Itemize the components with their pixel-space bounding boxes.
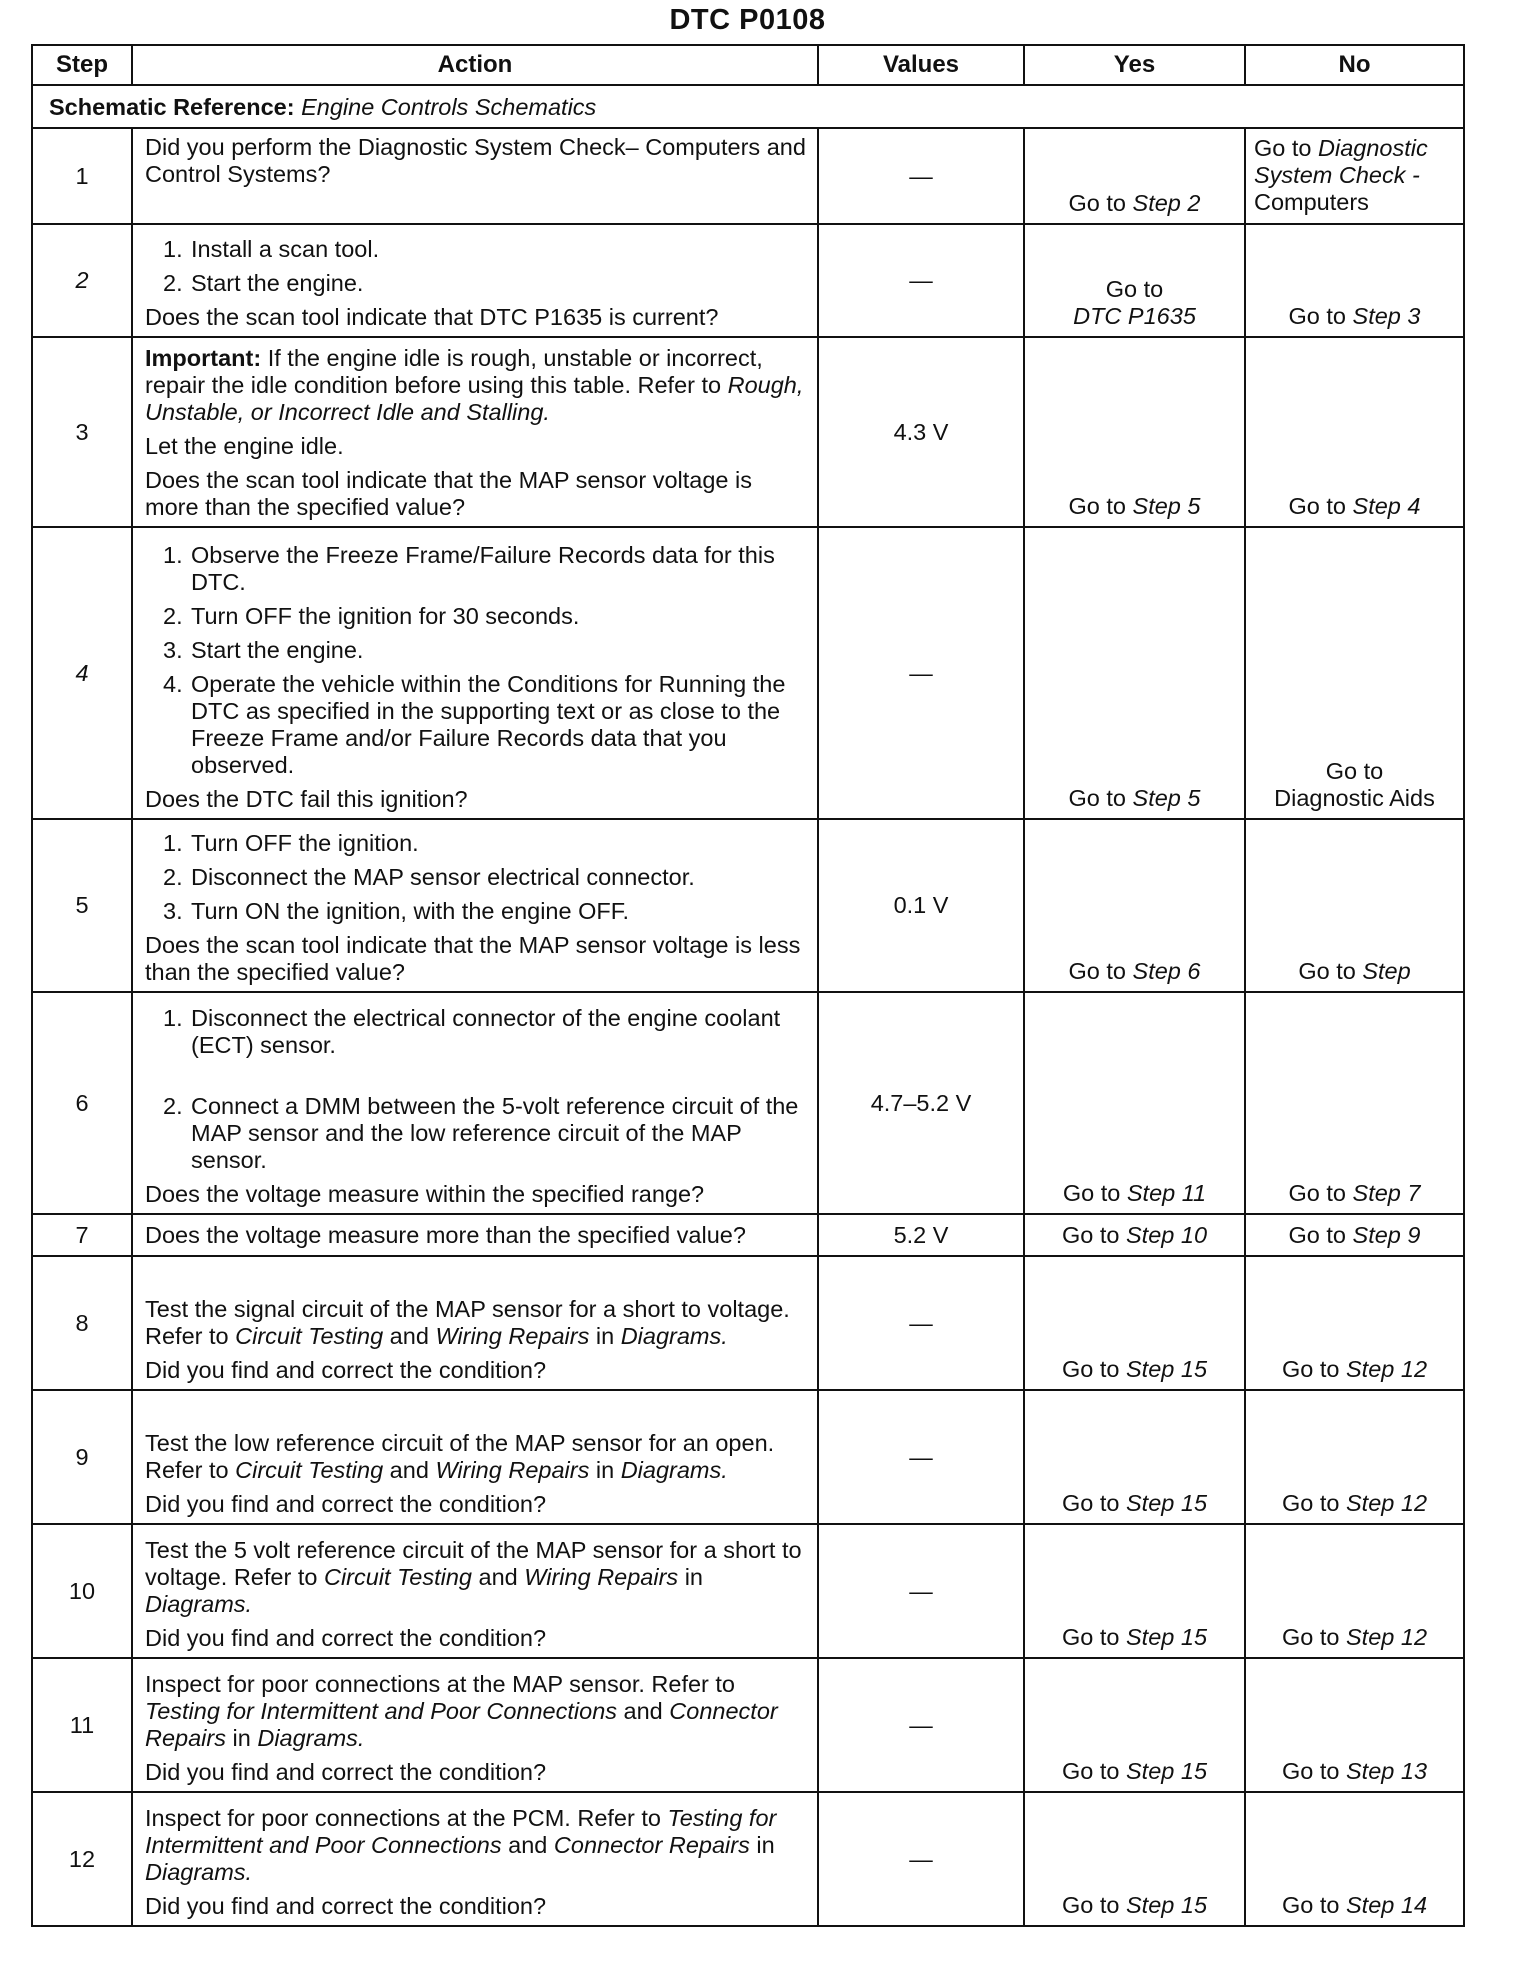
list-item: 4. Operate the vehicle within the Conditions for Running the DTC as specified in the supporting text or as close to the Freeze Frame and/or Failure Records data that you observed.: [163, 671, 809, 779]
value-cell: 4.7–5.2 V: [818, 992, 1024, 1214]
action-ref: Diagrams.: [145, 1858, 253, 1885]
yes-target: Step 15: [1126, 1490, 1208, 1516]
yes-cell: [1024, 337, 1245, 527]
step-number: 11: [32, 1658, 132, 1792]
value-cell: —: [818, 1390, 1024, 1524]
diagnostic-table: [31, 44, 1465, 1927]
no-target: Diagnostic System Check -: [1254, 135, 1428, 189]
action-part: in: [678, 1563, 703, 1590]
action-cell: [132, 1390, 818, 1524]
question-text: Did you find and correct the condition?: [145, 1625, 547, 1651]
action-ref: Connector Repairs: [553, 1831, 750, 1858]
step-number-text: 2: [75, 267, 89, 293]
header-action: Action: [132, 45, 818, 85]
question-text: Did you find and correct the condition?: [145, 1893, 547, 1919]
table-row: [32, 1524, 1464, 1658]
schematic-reference: [32, 85, 1464, 128]
no-cell: [1245, 1256, 1464, 1390]
no-cell: [1245, 819, 1464, 992]
step-number: 9: [32, 1390, 132, 1524]
page-title: DTC P0108: [669, 4, 826, 36]
schematic-value: Engine Controls Schematics: [301, 94, 597, 120]
list-item: 1. Turn OFF the ignition.: [163, 830, 809, 857]
table-row: [32, 224, 1464, 337]
question-text: Does the voltage measure more than the specified value?: [145, 1221, 746, 1248]
question-text: Does the scan tool indicate that the MAP sensor voltage is less than the specified value?: [145, 931, 801, 985]
yes-prefix: Go to: [1061, 1892, 1126, 1918]
no-cell: [1245, 992, 1464, 1214]
important-text: If the engine idle is rough, unstable or incorrect, repair the idle condition before using this table. Refer to: [145, 344, 763, 398]
yes-target: Step 10: [1126, 1221, 1208, 1248]
action-ref: Wiring Repairs: [435, 1456, 590, 1483]
step-number: 1: [32, 128, 132, 224]
yes-target: DTC P1635: [1073, 303, 1196, 329]
no-prefix: Go to: [1281, 1356, 1346, 1382]
action-ref: Circuit Testing: [235, 1456, 384, 1483]
action-text: [145, 1537, 809, 1618]
yes-target: Step 5: [1132, 785, 1201, 811]
no-prefix: Go to: [1298, 958, 1363, 984]
yes-prefix: Go to: [1062, 1180, 1127, 1206]
no-prefix: Go to: [1288, 1180, 1353, 1206]
yes-cell: [1024, 224, 1245, 337]
action-part: in: [589, 1456, 621, 1483]
no-cell: [1245, 1390, 1464, 1524]
no-cell: [1245, 527, 1464, 819]
step-number: 10: [32, 1524, 132, 1658]
no-prefix: Go to: [1288, 1221, 1353, 1248]
step-number: [32, 224, 132, 337]
step-number: [32, 527, 132, 819]
no-prefix: Go to: [1281, 1490, 1346, 1516]
list-item-text: Observe the Freeze Frame/Failure Records data for this DTC.: [191, 541, 775, 595]
action-text: [145, 1805, 809, 1886]
list-item-text: Turn ON the ignition, with the engine OFF.: [191, 897, 630, 924]
action-cell: [132, 1256, 818, 1390]
question-text: Does the voltage measure within the specified range?: [145, 1181, 705, 1207]
no-target: Step 4: [1352, 493, 1421, 519]
action-text: [145, 1671, 809, 1752]
value-cell: —: [818, 1792, 1024, 1926]
yes-target: Step 6: [1132, 958, 1201, 984]
list-item-text: Turn OFF the ignition for 30 seconds.: [191, 602, 580, 629]
action-ref: Diagrams.: [145, 1590, 253, 1617]
no-target: Diagnostic Aids: [1274, 785, 1435, 811]
list-item-text: Start the engine.: [191, 269, 364, 296]
value-cell: —: [818, 1658, 1024, 1792]
action-text: [145, 1430, 809, 1484]
table-row: [32, 1792, 1464, 1926]
action-ref: Testing for Intermittent and Poor Connections: [145, 1804, 777, 1858]
schematic-row: [32, 85, 1464, 128]
value-cell: —: [818, 527, 1024, 819]
no-cell: [1245, 1792, 1464, 1926]
action-cell: [132, 1792, 818, 1926]
value-cell: —: [818, 1524, 1024, 1658]
step-number-text: 4: [75, 659, 89, 686]
header-step: Step: [32, 45, 132, 85]
no-prefix: Go to: [1288, 493, 1353, 519]
action-cell: [132, 1214, 818, 1256]
step-number: 5: [32, 819, 132, 992]
value-cell: 4.3 V: [818, 337, 1024, 527]
step-list: [145, 236, 809, 297]
yes-target: Step 11: [1126, 1180, 1207, 1206]
no-prefix: Go to: [1281, 1892, 1346, 1918]
list-item-text: Start the engine.: [191, 636, 364, 663]
step-number: 8: [32, 1256, 132, 1390]
action-part: and: [472, 1563, 525, 1590]
list-item-text: Disconnect the electrical connector of the engine coolant (ECT) sensor.: [191, 1004, 781, 1058]
step-list: [145, 542, 809, 779]
header-yes: Yes: [1024, 45, 1245, 85]
schematic-label: Schematic Reference:: [49, 94, 295, 120]
no-target-suffix: Computers: [1254, 189, 1369, 216]
action-ref: Circuit Testing: [235, 1322, 384, 1349]
no-target: Step 12: [1346, 1356, 1428, 1382]
yes-prefix: Go to: [1061, 1490, 1126, 1516]
no-target: Step: [1362, 958, 1411, 984]
yes-prefix: Go to: [1068, 190, 1133, 216]
question-text: Did you find and correct the condition?: [145, 1759, 547, 1785]
action-ref: Diagrams.: [620, 1456, 728, 1483]
list-item-text: Operate the vehicle within the Conditions for Running the DTC as specified in the supporting text or as close to the Freeze Frame and/or Failure Records data that you observed.: [191, 670, 786, 778]
header-values: Values: [818, 45, 1024, 85]
action-part: Inspect for poor connections at the MAP sensor. Refer to: [145, 1670, 736, 1697]
no-prefix: Go to: [1288, 303, 1353, 329]
no-target: Step 12: [1346, 1624, 1428, 1650]
table-row: [32, 819, 1464, 992]
no-target: Step 9: [1352, 1221, 1421, 1248]
action-cell: [132, 527, 818, 819]
table-row: [32, 1214, 1464, 1256]
action-cell: [132, 128, 818, 224]
table-row: [32, 527, 1464, 819]
action-ref: Diagrams.: [257, 1724, 365, 1751]
yes-prefix: Go to: [1068, 958, 1133, 984]
no-prefix: Go to: [1281, 1758, 1346, 1784]
question-text: Does the scan tool indicate that DTC P1635 is current?: [145, 304, 719, 330]
list-item: 3. Start the engine.: [163, 637, 809, 664]
table-row: [32, 1658, 1464, 1792]
yes-target: Step 15: [1126, 1356, 1208, 1382]
yes-prefix: Go to: [1061, 1624, 1126, 1650]
question-text: Does the DTC fail this ignition?: [145, 786, 468, 812]
action-part: in: [589, 1322, 621, 1349]
yes-target: Step 15: [1126, 1624, 1208, 1650]
yes-cell: [1024, 527, 1245, 819]
no-target: Step 14: [1346, 1892, 1428, 1918]
list-item-text: Install a scan tool.: [191, 235, 380, 262]
yes-prefix: Go to: [1061, 1356, 1126, 1382]
action-part: in: [225, 1724, 258, 1751]
list-item: 2. Turn OFF the ignition for 30 seconds.: [163, 603, 809, 630]
no-target: Step 12: [1346, 1490, 1428, 1516]
value-cell: —: [818, 128, 1024, 224]
yes-prefix: Go to: [1061, 1758, 1126, 1784]
action-part: and: [617, 1697, 670, 1724]
question-text: Did you find and correct the condition?: [145, 1491, 547, 1517]
list-item-text: Disconnect the MAP sensor electrical connector.: [191, 863, 695, 890]
yes-cell: [1024, 1214, 1245, 1256]
yes-cell: [1024, 128, 1245, 224]
list-item: 2. Start the engine.: [163, 270, 809, 297]
no-prefix: Go to: [1281, 1624, 1346, 1650]
list-item: 1. Install a scan tool.: [163, 236, 809, 263]
action-ref: Wiring Repairs: [524, 1563, 679, 1590]
action-cell: [132, 337, 818, 527]
step-list: [145, 830, 809, 925]
header-row: [32, 45, 1464, 85]
no-cell: [1245, 128, 1464, 224]
important-label: Important:: [145, 344, 262, 371]
list-item-text: Turn OFF the ignition.: [191, 829, 419, 856]
yes-target: Step 15: [1126, 1758, 1208, 1784]
list-item: 1. Observe the Freeze Frame/Failure Records data for this DTC.: [163, 542, 809, 596]
list-item-text: Connect a DMM between the 5-volt reference circuit of the MAP sensor and the low reference circuit of the MAP sensor.: [191, 1092, 799, 1173]
yes-cell: [1024, 1524, 1245, 1658]
action-ref: Diagrams.: [620, 1322, 728, 1349]
important-note: [145, 345, 809, 426]
list-item: 1. Disconnect the electrical connector of the engine coolant (ECT) sensor.: [163, 1005, 809, 1059]
table-row: [32, 992, 1464, 1214]
yes-target: Step 2: [1132, 190, 1201, 216]
action-cell: [132, 224, 818, 337]
action-text: Did you perform the Diagnostic System Check– Computers and Control Systems?: [145, 134, 806, 188]
action-ref: Wiring Repairs: [435, 1322, 590, 1349]
list-item: 2. Disconnect the MAP sensor electrical connector.: [163, 864, 809, 891]
action-part: Inspect for poor connections at the PCM. Refer to: [145, 1804, 668, 1831]
action-cell: [132, 819, 818, 992]
step-list: [145, 1005, 809, 1174]
action-part: and: [383, 1322, 436, 1349]
yes-cell: [1024, 819, 1245, 992]
no-cell: [1245, 1524, 1464, 1658]
action-cell: [132, 1524, 818, 1658]
yes-target: Step 15: [1126, 1892, 1208, 1918]
value-cell: 0.1 V: [818, 819, 1024, 992]
action-part: and: [383, 1456, 436, 1483]
no-prefix: Go to: [1254, 135, 1319, 162]
value-cell: 5.2 V: [818, 1214, 1024, 1256]
yes-cell: [1024, 1390, 1245, 1524]
list-item: 2. Connect a DMM between the 5-volt reference circuit of the MAP sensor and the low reference circuit of the MAP sensor.: [163, 1093, 809, 1174]
action-cell: [132, 1658, 818, 1792]
no-cell: [1245, 1658, 1464, 1792]
yes-target: Step 5: [1132, 493, 1201, 519]
question-text: Did you find and correct the condition?: [145, 1357, 547, 1383]
action-part: Test the low reference circuit of the MAP sensor for an open. Refer to: [145, 1429, 775, 1483]
action-ref: Testing for Intermittent and Poor Connections: [145, 1697, 618, 1724]
action-part: Test the signal circuit of the MAP sensor for a short to voltage. Refer to: [145, 1295, 790, 1349]
step-number: 6: [32, 992, 132, 1214]
important-ref: Rough, Unstable, or Incorrect Idle and Stalling.: [145, 371, 804, 425]
yes-prefix: Go to: [1068, 785, 1133, 811]
value-cell: —: [818, 224, 1024, 337]
action-ref: Connector Repairs: [145, 1697, 778, 1751]
action-part: Test the 5 volt reference circuit of the MAP sensor for a short to voltage. Refer to: [145, 1536, 802, 1590]
yes-prefix: Go to: [1068, 493, 1133, 519]
no-prefix: Go to: [1325, 757, 1384, 784]
table-row: [32, 337, 1464, 527]
table-row: [32, 128, 1464, 224]
action-part: in: [749, 1831, 775, 1858]
no-target: Step 3: [1352, 303, 1421, 329]
no-cell: [1245, 224, 1464, 337]
question-text: Does the scan tool indicate that the MAP sensor voltage is more than the specified value?: [145, 466, 752, 520]
yes-cell: [1024, 1256, 1245, 1390]
table-row: [32, 1390, 1464, 1524]
step-number: 3: [32, 337, 132, 527]
action-cell: [132, 992, 818, 1214]
yes-prefix: Go to: [1105, 275, 1164, 302]
action-text: [145, 1296, 809, 1350]
instruction-text: Let the engine idle.: [145, 432, 344, 459]
no-cell: [1245, 337, 1464, 527]
action-part: and: [501, 1831, 554, 1858]
no-target: Step 7: [1352, 1180, 1421, 1206]
step-number: 12: [32, 1792, 132, 1926]
table-row: [32, 1256, 1464, 1390]
yes-cell: [1024, 1792, 1245, 1926]
no-target: Step 13: [1346, 1758, 1428, 1784]
step-number: 7: [32, 1214, 132, 1256]
action-ref: Circuit Testing: [323, 1563, 472, 1590]
header-no: No: [1245, 45, 1464, 85]
yes-prefix: Go to: [1061, 1221, 1126, 1248]
no-cell: [1245, 1214, 1464, 1256]
yes-cell: [1024, 992, 1245, 1214]
yes-cell: [1024, 1658, 1245, 1792]
value-cell: —: [818, 1256, 1024, 1390]
list-item: 3. Turn ON the ignition, with the engine OFF.: [163, 898, 809, 925]
